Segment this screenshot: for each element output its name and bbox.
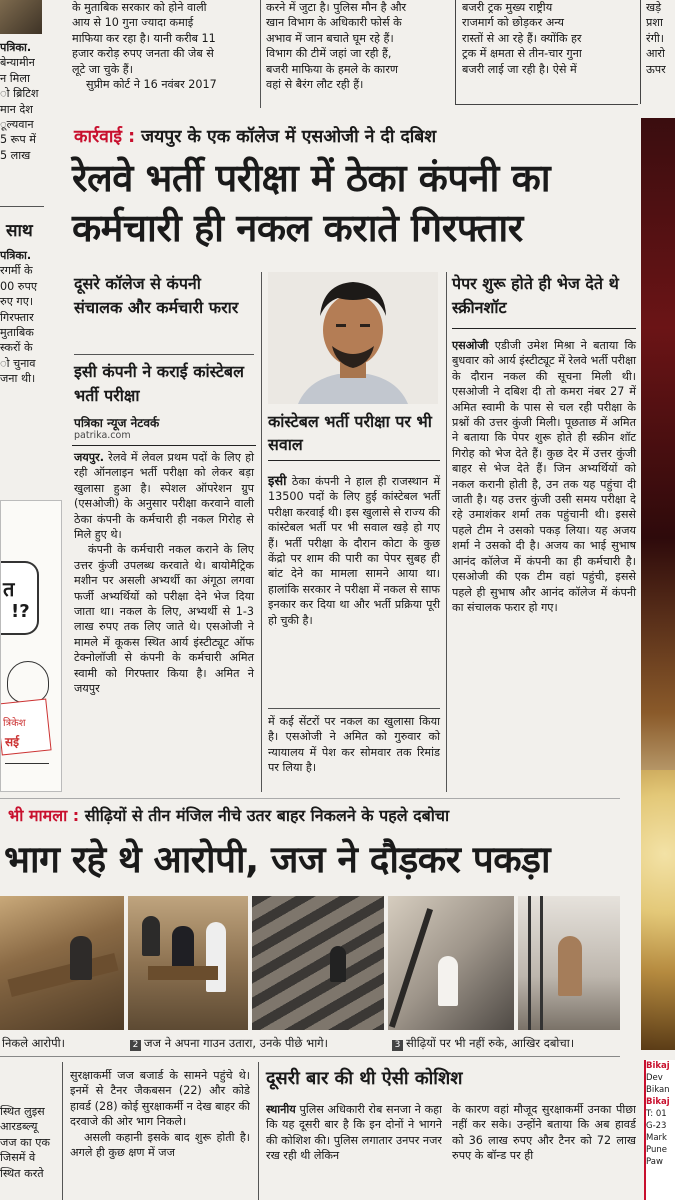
photo-caption-2 xyxy=(130,1036,328,1051)
court-photo-1 xyxy=(0,896,124,1030)
text-line: ट्रक में क्षमता से तीन-चार गुना xyxy=(462,47,582,61)
story2-col3-body xyxy=(452,1102,636,1200)
text-line: बजरी ट्रक मुख्य राष्ट्रीय xyxy=(462,1,553,14)
mid-body-2 xyxy=(268,714,440,776)
ad-line: Mark xyxy=(646,1133,667,1143)
text-line: विभाग की टीमें जहां जा रही हैं, xyxy=(266,47,392,61)
stairs-photo-2 xyxy=(388,896,514,1030)
ad-box xyxy=(644,1060,675,1200)
ad-line: Paw xyxy=(646,1157,663,1167)
paragraph: में कई सेंटरों पर नकल का खुलासा किया है। एसओजी ने अमित को गुरुवार को न्यायालय में पेश कर सोमवार तक रिमांड पर लिया है। xyxy=(268,715,440,775)
text-line: लूटे जा चुके हैं। xyxy=(72,62,133,76)
mid-heading: कांस्टेबल भर्ती परीक्षा पर भी सवाल xyxy=(268,412,432,454)
text-line: ऊपर xyxy=(646,62,666,76)
text-line: मान देश xyxy=(0,102,33,116)
text-line: जिसमें वे xyxy=(0,1151,36,1165)
top-col-3 xyxy=(462,0,634,77)
text-line: रुए गए। xyxy=(0,295,34,309)
text-line: अभाव में जान बचाते घूम रहे हैं। xyxy=(266,31,394,45)
story2-col2-body xyxy=(266,1102,442,1200)
text-line: वहां से बैरंग लौट रही हैं। xyxy=(266,78,364,92)
story1-subhead-2: इसी कंपनी ने कराई कांस्टेबल भर्ती परीक्षा xyxy=(74,362,244,405)
text-line: ो चुनाव xyxy=(0,356,36,370)
left-edge-heading: साथ xyxy=(6,221,33,241)
paragraph: रेलवे में लेवल प्रथम पदों के लिए हो रही ऑनलाइन भर्ती परीक्षा को लेकर बड़ा खुलासा हुआ है। स्पेशल ऑपरेशन ग्रुप (एसओजी) के अनुसार परीक्षा करवाने वाली ठेका कंपनी के कर्मचारी ही नकल गिरोह से मिले हुए थे। xyxy=(74,451,254,542)
left-edge-column-2 xyxy=(0,248,42,387)
ad-line: Pune xyxy=(646,1145,667,1155)
text-line: गिरफ्तार xyxy=(0,310,34,324)
photo-caption-1: निकले आरोपी। xyxy=(2,1036,65,1050)
text-line: बजरी लाई जा रही है। ऐसे में xyxy=(462,62,577,76)
kicker-label: कार्रवाई : xyxy=(74,127,136,147)
paragraph: असली कहानी इसके बाद शुरू होती है। अगले ही कुछ क्षण में जज xyxy=(70,1130,250,1160)
cartoon-text: !? xyxy=(11,601,30,622)
text-line: स्थित करते xyxy=(0,1166,44,1180)
text-line: पत्रिका. xyxy=(0,41,32,54)
text-line: जना थी। xyxy=(0,372,36,386)
text-line: रगर्मी के xyxy=(0,264,33,278)
story1-headline xyxy=(72,153,638,253)
ad-line: Bikan xyxy=(646,1085,670,1095)
mid-body xyxy=(268,474,440,628)
text-line: खड़े xyxy=(646,1,662,14)
story2-kicker xyxy=(8,804,449,826)
text-line: आय से 10 गुना ज्यादा कमाई xyxy=(72,16,194,30)
text-line: आरो xyxy=(646,47,665,61)
story2-left-edge xyxy=(0,1104,56,1181)
text-line: रंगी। xyxy=(646,31,665,45)
caption-text: जज ने अपना गाउन उतारा, उनके पीछे भागे। xyxy=(144,1036,329,1050)
cartoon-text: त्रिकेश xyxy=(3,718,26,729)
top-col-4 xyxy=(646,0,675,77)
headline-line: कर्मचारी ही नकल कराते गिरफ्तार xyxy=(72,206,523,250)
story1-byline-site: patrika.com xyxy=(74,430,131,441)
story1-col1-body xyxy=(74,450,254,697)
text-line: स्करों के xyxy=(0,341,33,355)
lead-word: इसी xyxy=(268,474,287,489)
ad-line: Dev xyxy=(646,1073,663,1083)
paragraph: पुलिस अधिकारी रोब सनजा ने कहा कि यह दूसरी बार है कि इन दोनों ने भागने की कोशिश की। पुलिस लगातार उनपर नजर रख रही थी लेकिन xyxy=(266,1103,442,1163)
story2-subheading: दूसरी बार की थी ऐसी कोशिश xyxy=(266,1068,463,1089)
text-line: न मिला xyxy=(0,71,30,85)
text-line: के मुताबिक सरकार को होने वाली xyxy=(72,1,207,14)
text-line: राजमार्ग को छोड़कर अन्य xyxy=(462,16,565,30)
cartoon-illustration xyxy=(0,500,62,792)
text-line: बजरी माफिया के हमले के कारण xyxy=(266,62,398,76)
story1-subhead-1: दूसरे कॉलेज से कंपनी संचालक और कर्मचारी फरार xyxy=(74,274,239,317)
ad-line: Bikaj xyxy=(646,1061,670,1071)
text-line: ूल्यवान xyxy=(0,118,34,132)
cartoon-text: त xyxy=(3,577,15,601)
left-edge-column xyxy=(0,40,42,163)
thumbnail-photo xyxy=(0,0,42,34)
ad-line: Bikaj xyxy=(646,1097,670,1107)
paragraph: के कारण वहां मौजूद सुरक्षाकर्मी उनका पीछा नहीं कर सके। उन्होंने बताया कि अब हावर्ड को 36 लाख रुपए और टैनर को 72 लाख रुपए के बॉन्ड पर ही xyxy=(452,1103,636,1163)
lead-word: स्थानीय xyxy=(266,1103,296,1116)
story1-byline: पत्रिका न्यूज नेटवर्क xyxy=(74,416,160,430)
text-line: स्थित लुइस xyxy=(0,1105,45,1118)
stairs-photo-1 xyxy=(252,896,384,1030)
text-line: मुताबिक xyxy=(0,326,34,340)
dateline: जयपुर. xyxy=(74,451,104,464)
text-line: प्रशा xyxy=(646,16,663,30)
right-heading: पेपर शुरू होते ही भेज देते थे स्क्रीनशॉट xyxy=(452,274,619,317)
side-photo xyxy=(641,118,675,818)
stairs-photo-3 xyxy=(518,896,620,1030)
text-line: 5 रूप में xyxy=(0,133,36,147)
text-line: बेन्यामीन xyxy=(0,56,35,70)
story2-col1-body xyxy=(70,1068,250,1200)
text-line: खान विभाग के अधिकारी फोर्स के xyxy=(266,16,402,30)
paragraph: एडीजी उमेश मिश्रा ने बताया कि बुधवार को आर्य इंस्टीट्यूट में रेलवे भर्ती परीक्षा के दौरान नकल की सूचना मिली थी। एसओजी ने दबिश दी तो कमरा नंबर 27 में अमित स्वामी के पास से चल रही परीक्षा के प्रश्नों की उत्तर कुंजी मिली। पूछताछ में अमित ने बताया कि पेपर शुरू होते ही स्क्रीन शॉट गिरोह को भेज देते हैं। कुछ देर में उत्तर कुंजी बाहर से भेज देते हैं। जिन अभ्यर्थियों को नकल करानी होती है, उन तक यह पहुंचा दी जाती है। यह उत्तर कुंजी उसी समय परीक्षा दे रहे उमाशंकर शर्मा तक पहुंचानी थी। इससे पहले टीम ने उसको पकड़ लिया। यह अजय शर्मा ने उसको दी है। अजय का भाई सुभाष आनंद कॉलेज में कंपनी का ही कर्मचारी है। एसओजी की एक टीम वहां पहुंची, इससे पहले ही सुभाष और आनंद कॉलेज में कंपनी का संचालक फरार हो गए। xyxy=(452,339,636,614)
lead-word: एसओजी xyxy=(452,339,489,352)
text-line: जज का एक xyxy=(0,1135,50,1149)
text-line: आरडब्ल्यू xyxy=(0,1120,38,1134)
photo-caption-3 xyxy=(392,1036,574,1051)
fruit-photo xyxy=(641,770,675,1050)
text-line: रास्तों से आ रहे हैं। क्योंकि हर xyxy=(462,31,582,45)
headline-line: रेलवे भर्ती परीक्षा में ठेका कंपनी का xyxy=(72,156,551,200)
paragraph: कंपनी के कर्मचारी नकल कराने के लिए उत्तर कुंजी उपलब्ध करवाते थे। बायोमैट्रिक मशीन पर असली अभ्यर्थी का अंगूठा लगवा फर्जी अभ्यर्थियों को परीक्षा देने भेज दिया जाता था। नकल के लिए, अभ्यर्थी से 1-3 लाख रुपए तक लिए जाते थे। एसओजी ने मामले में कूकस स्थित आर्य इंस्टीट्यूट ऑफ टेक्नोलॉजी से कंपनी के कर्मचारी अमित स्वामी को गिरफ्तार किया है। अमित ने जयपुर xyxy=(74,543,254,696)
text-line: ो ब्रिटिश xyxy=(0,87,39,101)
ad-line: T: 01 xyxy=(646,1109,667,1119)
kicker-text: जयपुर के एक कॉलेज में एसओजी ने दी दबिश xyxy=(141,127,437,147)
text-line: करने में जुटा है। पुलिस मौन है और xyxy=(266,1,407,14)
text-line: सुप्रीम कोर्ट ने 16 नवंबर 2017 xyxy=(86,78,217,92)
paragraph: ठेका कंपनी ने हाल ही राजस्थान में 13500 पदों के लिए हुई कांस्टेबल भर्ती परीक्षा करवाई थी। इस खुलासे से राज्य की कांस्टेबल भर्ती पर भी सवाल खड़े हो गए हैं। भर्ती परीक्षा के दौरान कोटा के कुछ केंद्रो पर शाम की पारी का पेपर सुबह ही बांट देने का मामला सामने आया था। हालांकि सरकार ने परीक्षा में नकल से साफ इनकार कर दिया था और भर्ती प्रक्रिया पूरी हो चुकी है। xyxy=(268,475,441,627)
ad-line: G-23 xyxy=(646,1121,667,1131)
text-line: 00 रुपए xyxy=(0,279,38,293)
story1-kicker xyxy=(74,124,436,148)
text-line: पत्रिका. xyxy=(0,249,32,262)
caption-text: सीढ़ियों पर भी नहीं रुके, आखिर दबोचा। xyxy=(406,1036,575,1050)
paragraph: सुरक्षाकर्मी जज बजार्ड के सामने पहुंचे थे। इनमें से टैनर जैकबसन (22) और कोडे हावर्ड (28) कोई सुरक्षाकर्मी न देख बाहर की दरवाजे की ओर भाग निकले। xyxy=(70,1069,250,1129)
cartoon-text: सई xyxy=(5,735,20,749)
text-line: 5 लाख xyxy=(0,148,31,162)
top-col-2 xyxy=(266,0,446,92)
text-line: माफिया कर रहा है। यानी करीब 11 xyxy=(72,31,216,45)
story2-headline: भाग रहे थे आरोपी, जज ने दौड़कर पकड़ा xyxy=(4,838,551,881)
kicker-label: भी मामला : xyxy=(8,806,80,825)
accused-photo xyxy=(268,272,438,404)
caption-number: 2 xyxy=(130,1040,141,1051)
caption-number: 3 xyxy=(392,1040,403,1051)
kicker-text: सीढ़ियों से तीन मंजिल नीचे उतर बाहर निकलने के पहले दबोचा xyxy=(84,806,450,825)
top-col-1 xyxy=(72,0,252,92)
text-line: हजार करोड़ रुपए जनता की जेब से xyxy=(72,47,214,61)
court-photo-2 xyxy=(128,896,248,1030)
right-body xyxy=(452,338,636,615)
